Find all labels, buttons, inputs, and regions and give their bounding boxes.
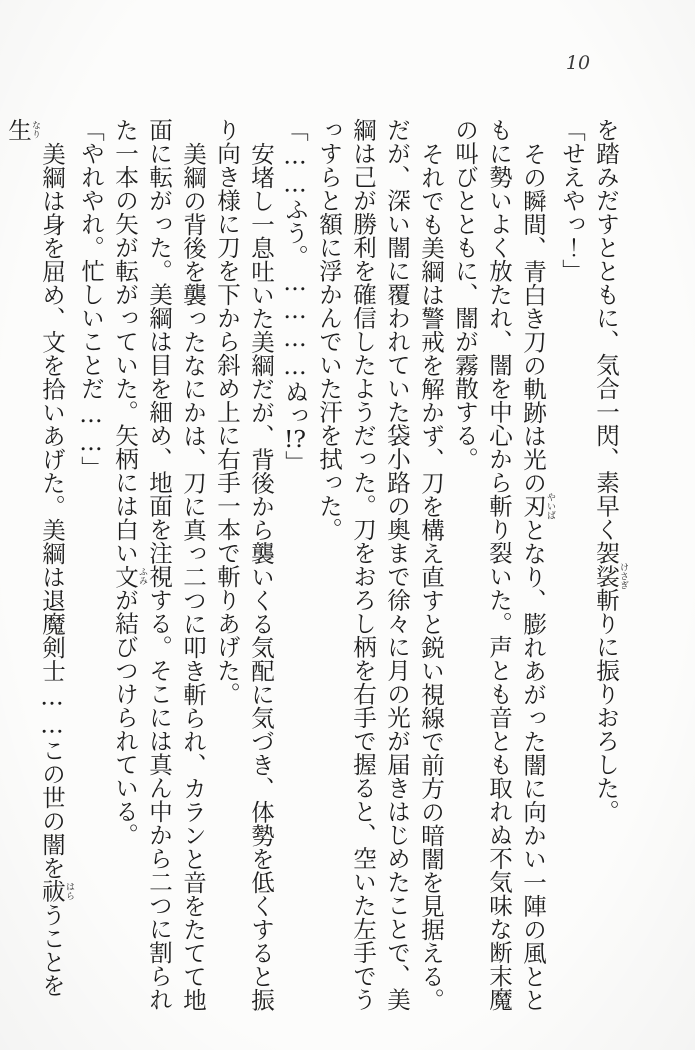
paragraph: 「せえやっ！」	[558, 118, 586, 283]
ruby-base: 生なり	[4, 118, 40, 142]
paragraph: それでも美綱は警戒を解かず、刀を構え直すと鋭い視線で前方の暗闇を見据える。だが、深い闇に覆われていた袋小路の奥まで徐々に月の光が届きはじめたことで、美綱は己が勝利を確信したようだった。刀をおろし柄を右手で握ると、空いた左手でうっすらと額に浮かんでいた汗を拭った。	[315, 118, 445, 1011]
paragraph: 「……ふう。…………ぬっ!?」	[281, 118, 309, 474]
paragraph: その瞬間、青白き刀の軌跡は光の刃やいばとなり、膨れあがった闇に向かい一陣の風とともに勢いよく放たれ、闇を中心から斬り裂いた。声とも音とも取れぬ不気味な断末魔の叫びとともに、闇が霧散する。	[451, 118, 555, 1011]
text-block	[4, 118, 628, 1015]
furigana: やいば	[545, 492, 555, 520]
tate-chu-yoko: !?	[283, 427, 307, 451]
page-number: 10	[565, 52, 591, 74]
furigana: はら	[64, 879, 74, 903]
ruby-base: 刃やいば	[519, 492, 555, 520]
furigana: なり	[30, 118, 40, 142]
paragraph: を踏みだすとともに、気合一閃、素早く袈裟斬けさぎりに振りおろした。	[592, 118, 628, 823]
paragraph: 「やれやれ。忙しいことだ……」	[77, 118, 105, 480]
paragraph: 美綱の背後を襲ったなにかは、刀に真っ二つに叩き斬られ、カランと音をたてて地面に転がった。美綱は目を細め、地面を注視する。そこには真ん中から二つに割られた一本の矢が転がっていた。矢柄には白い文ふみが結びつけられている。	[111, 118, 207, 1011]
ruby-base: 袈裟斬けさぎ	[592, 541, 628, 612]
ruby-base: 文ふみ	[111, 564, 147, 588]
paragraph: 美綱は身を屈め、文を拾いあげた。美綱は退魔剣士……この世の闇を祓はらうことを生なり	[4, 118, 74, 997]
paragraph: 安堵し一息吐いた美綱だが、背後から襲いくる気配に気づき、体勢を低くすると振り向き様に刀を下から斜め上に右手一本で斬りあげた。	[213, 118, 275, 1011]
furigana: けさぎ	[618, 541, 628, 612]
ruby-base: 祓はら	[38, 879, 74, 903]
furigana: ふみ	[137, 564, 147, 588]
